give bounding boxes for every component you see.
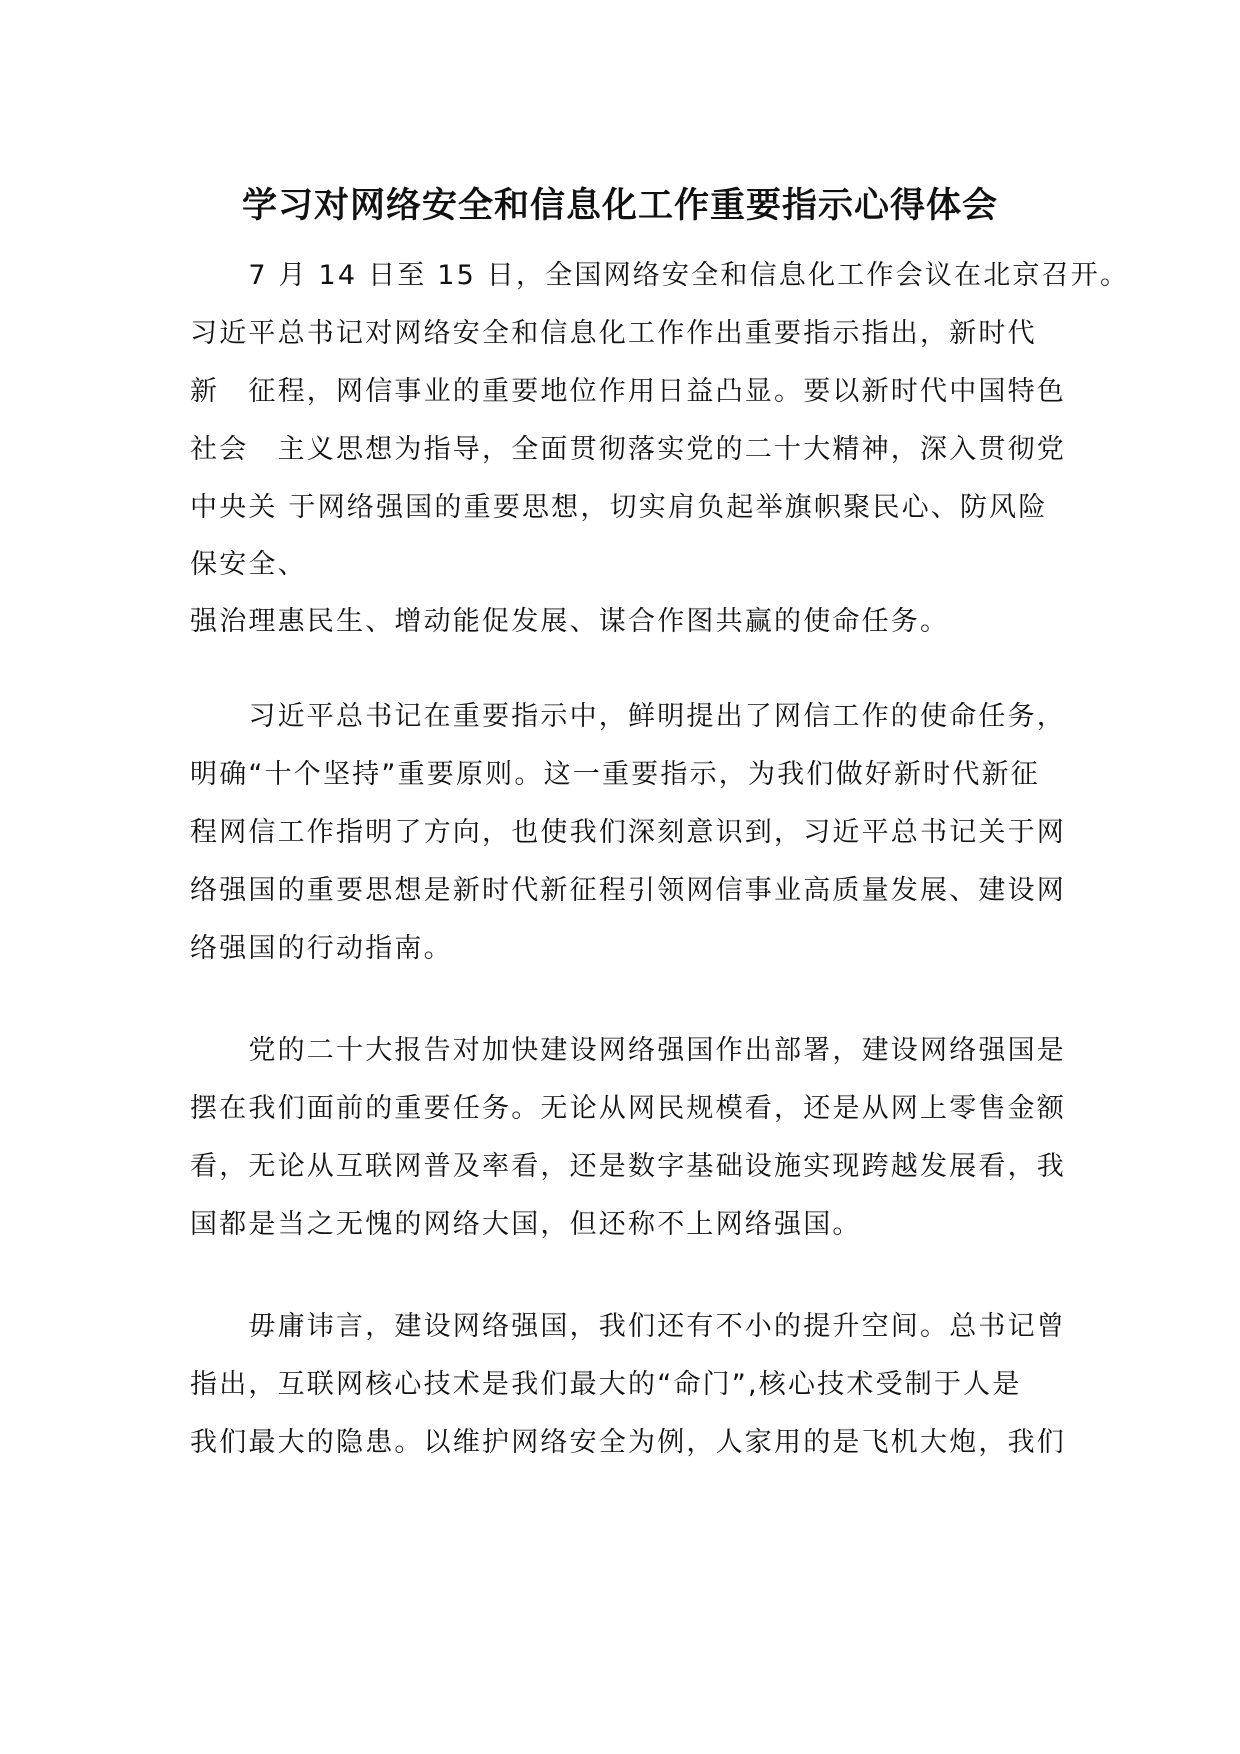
text-line: 毋庸讳言，建设网络强国，我们还有不小的提升空间。总书记曾 bbox=[190, 1311, 1066, 1342]
text-line: 摆在我们面前的重要任务。无论从网民规模看，还是从网上零售金额 bbox=[190, 1093, 1066, 1124]
text-line: 强治理惠民生、增动能促发展、谋合作图共赢的使命任务。 bbox=[190, 606, 950, 637]
text-line: 7 月 14 日至 15 日，全国网络安全和信息化工作会议在北京召开。 bbox=[190, 260, 1130, 291]
text-line: 社会 主义思想为指导，全面贯彻落实党的二十大精神，深入贯彻党 bbox=[190, 434, 1066, 465]
paragraph-3 bbox=[190, 1022, 1090, 1254]
text-line: 习近平总书记在重要指示中，鲜明提出了网信工作的使命任务， bbox=[190, 701, 1066, 732]
text-line: 中央关 于网络强国的重要思想，切实肩负起举旗帜聚民心、防风险 bbox=[190, 492, 1048, 523]
text-line: 保安全、 bbox=[190, 549, 307, 580]
paragraph-2 bbox=[190, 688, 1090, 978]
text-line: 程网信工作指明了方向，也使我们深刻意识到，习近平总书记关于网 bbox=[190, 817, 1066, 848]
text-line: 新 征程，网信事业的重要地位作用日益凸显。要以新时代中国特色 bbox=[190, 376, 1066, 407]
text-line: 党的二十大报告对加快建设网络强国作出部署，建设网络强国是 bbox=[190, 1035, 1066, 1066]
text-line: 络强国的重要思想是新时代新征程引领网信事业高质量发展、建设网 bbox=[190, 875, 1066, 906]
paragraph-4 bbox=[190, 1298, 1090, 1472]
text-line: 习近平总书记对网络安全和信息化工作作出重要指示指出，新时代 bbox=[190, 318, 1037, 349]
text-line: 我们最大的隐患。以维护网络安全为例，人家用的是飞机大炮，我们 bbox=[190, 1427, 1066, 1458]
text-line: 络强国的行动指南。 bbox=[190, 933, 453, 964]
text-line: 看，无论从互联网普及率看，还是数字基础设施实现跨越发展看，我 bbox=[190, 1151, 1066, 1182]
paragraph-1 bbox=[190, 247, 1130, 651]
text-line: 国都是当之无愧的网络大国，但还称不上网络强国。 bbox=[190, 1209, 862, 1240]
text-line: 明确“十个坚持”重要原则。这一重要指示，为我们做好新时代新征 bbox=[190, 759, 1040, 790]
document-title: 学习对网络安全和信息化工作重要指示心得体会 bbox=[241, 186, 998, 226]
text-line: 指出，互联网核心技术是我们最大的“命门”,核心技术受制于人是 bbox=[190, 1369, 1022, 1400]
